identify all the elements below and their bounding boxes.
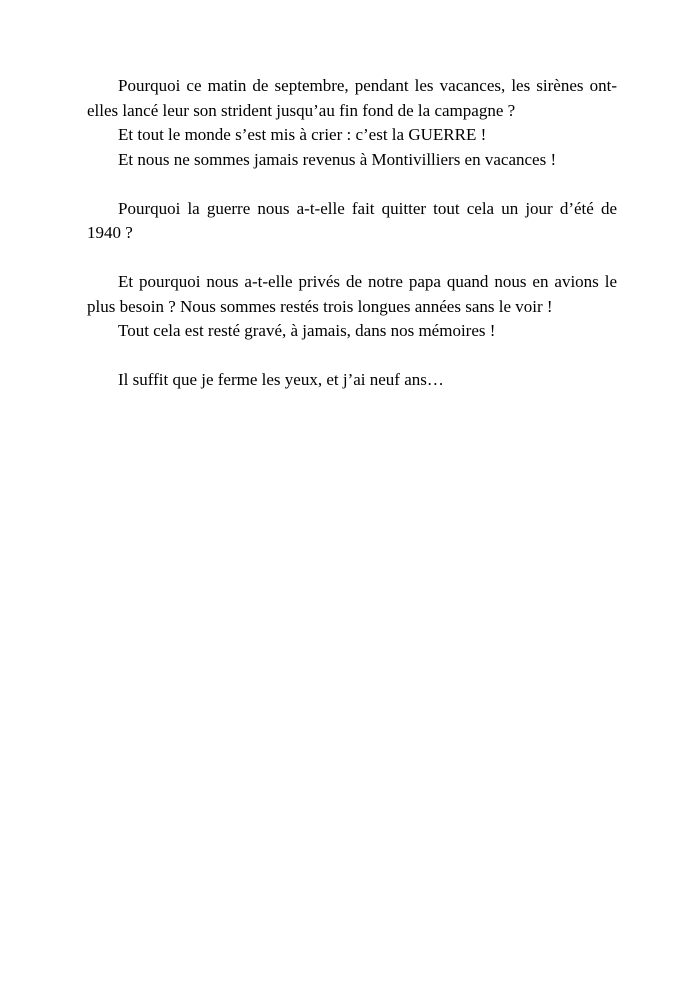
paragraph-war-cry: Et tout le monde s’est mis à crier : c’est la GUERRE ! [118,125,487,144]
paragraph-sirens: Pourquoi ce matin de septembre, pendant les vacances, les sirènes ont-elles lancé leur son strident jusqu’au fin fond de la campagne ? [87,76,617,120]
paragraph-spacer [87,344,617,369]
paragraph-memories: Tout cela est resté gravé, à jamais, dans nos mémoires ! [118,321,496,340]
paragraph-nine-years: Il suffit que je ferme les yeux, et j’ai neuf ans… [118,370,444,389]
paragraph-montivilliers: Et nous ne sommes jamais revenus à Montivilliers en vacances ! [118,149,557,169]
paragraph-spacer [87,172,617,197]
body-text [87,74,617,393]
paragraph-summer-1940: Pourquoi la guerre nous a-t-elle fait quitter tout cela un jour d’été de 1940 ? [87,198,617,242]
paragraph-spacer [87,246,617,271]
paragraph-papa: Et pourquoi nous a-t-elle privés de notre papa quand nous en avions le plus besoin ? Nous sommes restés trois longues années sans le voir ! [87,272,617,316]
